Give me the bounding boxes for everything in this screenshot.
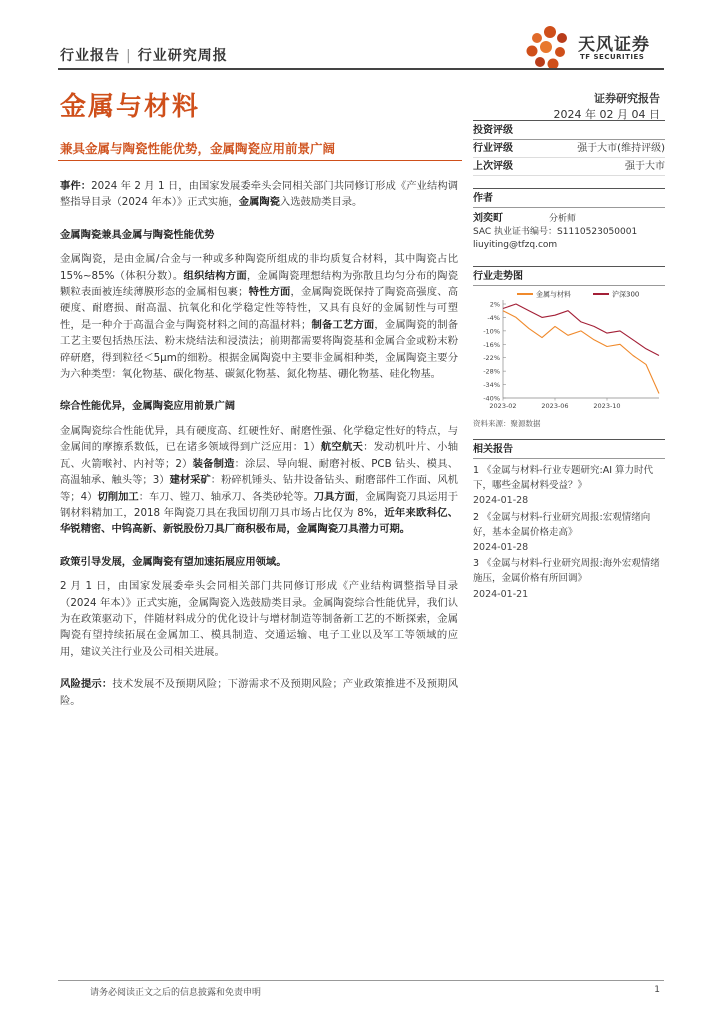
text-run: 金属陶瓷，是由金属/合金与一种或多种陶瓷所组成的非均质复合材料，其中陶瓷占比 15%~85%（体积分数）。 xyxy=(60,253,458,282)
risk-text: 技术发展不及预期风险；下游需求不及预期风险；产业政策推进不及预期风险。 xyxy=(60,678,459,707)
event-text: 2024 年 2 月 1 日，由国家发展委牵头会同相关部门共同修订形成《产业结构调整指导目录（2024 年本）》正式实施， xyxy=(60,180,459,209)
bold-run: 建材采矿 xyxy=(169,474,211,487)
page-number: 1 xyxy=(654,985,660,995)
trend-block xyxy=(473,266,665,429)
chart-source: 资料来源：聚源数据 xyxy=(473,419,541,428)
text-run: ，金属陶瓷刀具运用于钢材料精加工，2018 年陶瓷刀具在我国切削刀具市场占比仅为 8%， xyxy=(60,490,459,519)
related-date: 2024-01-28 xyxy=(473,542,529,554)
rating-heading: 投资评级 xyxy=(473,121,665,140)
logo-icon xyxy=(520,22,576,74)
related-title[interactable]: 2 《金属与材料-行业研究周报:宏观情绪向好，基本金属价格走高》 xyxy=(473,511,651,538)
event-text-end: 入选鼓励类目录。 xyxy=(279,196,363,209)
text-run: ：涂层、导向辊、耐磨衬板、PCB 钻头、模具、高温轴承、触头等；3） xyxy=(60,457,458,487)
related-title[interactable]: 1 《金属与材料-行业专题研究:AI 算力时代下，哪些金属材料受益？》 xyxy=(473,465,654,492)
text-run: ，金属陶瓷既保持了陶瓷高强度、高硬度、耐磨损、耐高温、抗氧化和化学稳定性等特性，又具有良好的金属韧性与可塑性，是一种介于高温合金与陶瓷材料之间的高温材料； xyxy=(60,286,459,331)
logo-name-cn: 天风证券 xyxy=(578,35,650,55)
category-label: 行业报告 xyxy=(60,48,120,64)
sidebar xyxy=(473,120,665,603)
y-tick-label: -28% xyxy=(483,367,500,376)
y-tick-label: -16% xyxy=(483,340,500,349)
rating-row xyxy=(473,158,665,176)
rating-key: 行业评级 xyxy=(473,143,513,154)
author-license: SAC 执业证书编号：S1110523050001 xyxy=(473,227,638,237)
event-label: 事件： xyxy=(60,180,92,192)
rating-row xyxy=(473,140,665,158)
main-content xyxy=(60,178,458,725)
bold-run: 装备制造 xyxy=(192,457,235,470)
y-tick-label: -22% xyxy=(483,354,500,363)
section-heading-1: 金属陶瓷兼具金属与陶瓷性能优势 xyxy=(60,228,215,241)
y-tick-label: -34% xyxy=(483,381,500,390)
section-3-paragraph: 2 月 1 日，由国家发展委牵头会同相关部门共同修订形成《产业结构调整指导目录（2024 年本）》正式实施，金属陶瓷入选鼓励类目录。金属陶瓷综合性能优异，我们认为在政策驱动下，伴随材料成分的优化设计与增材制造等制备新工艺的不断探索，金属陶瓷有望持续拓展在金属加工、模具制造、交通运输、电子工业以及军工等领域的应用，建议关注行业及公司相关进展。 xyxy=(60,580,458,658)
author-block xyxy=(473,188,665,252)
bold-run: 刀具方面 xyxy=(313,490,356,503)
company-logo xyxy=(520,22,670,74)
bold-run: 近年来欧科亿、华锐精密、中钨高新、新锐股份刀具厂商积极布局，金属陶瓷刀具潜力可期。 xyxy=(60,506,458,536)
legend-label: 沪深300 xyxy=(612,290,640,299)
series-line-csi300 xyxy=(503,304,659,356)
category-separator: | xyxy=(126,48,132,64)
x-tick-label: 2023-06 xyxy=(541,402,569,410)
y-tick-label: -4% xyxy=(487,313,500,322)
page-title: 金属与材料 xyxy=(60,92,201,122)
subcategory-label: 行业研究周报 xyxy=(137,48,228,64)
footer-disclaimer[interactable]: 请务必阅读正文之后的信息披露和免责申明 xyxy=(90,988,262,998)
bold-run: 切削加工 xyxy=(97,490,139,503)
event-highlight: 金属陶瓷 xyxy=(238,196,280,209)
author-heading: 作者 xyxy=(473,189,665,208)
section-heading-3: 政策引导发展，金属陶瓷有望加速拓展应用领域。 xyxy=(60,555,287,568)
bold-run: 制备工艺方面 xyxy=(311,318,375,331)
y-tick-label: -40% xyxy=(483,394,500,403)
bold-run: 特性方面 xyxy=(248,286,291,299)
footer-divider xyxy=(58,980,664,981)
related-item[interactable] xyxy=(473,556,665,602)
bold-run: 组织结构方面 xyxy=(183,269,247,282)
trend-chart-svg xyxy=(473,286,665,416)
author-info xyxy=(473,212,665,252)
rating-value: 强于大市 xyxy=(625,161,665,172)
related-item[interactable] xyxy=(473,463,665,509)
rating-value: 强于大市(维持评级) xyxy=(577,143,665,154)
section-1-paragraph xyxy=(60,251,458,382)
author-role: 分析师 xyxy=(549,214,577,224)
trend-chart xyxy=(473,286,665,416)
report-headline: 兼具金属与陶瓷性能优势，金属陶瓷应用前景广阔 xyxy=(60,141,336,156)
series-line-metals xyxy=(503,311,659,394)
report-category xyxy=(60,45,228,65)
text-run: ：车刀、镗刀、轴承刀、各类砂轮等。 xyxy=(138,490,314,503)
rating-table xyxy=(473,120,665,176)
related-title[interactable]: 3 《金属与材料-行业研究周报:海外宏观情绪施压，金属价格有所回调》 xyxy=(473,558,660,585)
related-heading: 相关报告 xyxy=(473,440,665,459)
author-email[interactable]: liuyiting@tfzq.com xyxy=(473,240,558,250)
section-2-paragraph xyxy=(60,423,458,538)
related-list xyxy=(473,463,665,602)
header-divider xyxy=(58,68,664,70)
legend-label: 金属与材料 xyxy=(536,290,571,299)
risk-paragraph xyxy=(60,676,458,709)
report-type: 证券研究报告 xyxy=(594,92,660,105)
related-item[interactable] xyxy=(473,510,665,556)
y-tick-label: 2% xyxy=(489,300,500,309)
text-run: ，金属陶瓷理想结构为弥散且均匀分布的陶瓷颗粒表面被连续薄膜形态的金属相包裹； xyxy=(60,269,458,299)
trend-heading: 行业走势图 xyxy=(473,267,665,286)
report-date: 2024 年 02 月 04 日 xyxy=(553,108,660,121)
headline-divider xyxy=(58,160,462,161)
section-heading-2: 综合性能优异，金属陶瓷应用前景广阔 xyxy=(60,400,236,413)
author-name: 刘奕町 xyxy=(473,213,503,224)
rating-key: 上次评级 xyxy=(473,161,513,172)
x-tick-label: 2023-02 xyxy=(489,402,517,410)
x-tick-label: 2023-10 xyxy=(593,402,621,410)
event-paragraph xyxy=(60,178,458,211)
related-block xyxy=(473,439,665,602)
bold-run: 航空航天 xyxy=(320,441,364,454)
text-run: ：粉碎机锤头、钻井设备钻头、耐磨部件工作面、风机等；4） xyxy=(60,474,459,503)
text-run: ：发动机叶片、小轴瓦、火箭喉衬、内衬等；2） xyxy=(60,441,459,470)
related-date: 2024-01-21 xyxy=(473,588,529,600)
risk-label: 风险提示： xyxy=(60,678,113,691)
text-run: ，金属陶瓷的制备工艺主要包括热压法、粉末烧结法和浸渍法；前期都需要将陶瓷基和金属合金或粉末粉碎研磨，得到粒径＜5μm的细粉。根据金属陶瓷中主要非金属相种类，金属陶瓷主要分为六种类型：氧化物基、碳化物基、碳氮化物基、氮化物基、硼化物基、硅化物基。 xyxy=(60,318,459,381)
related-date: 2024-01-28 xyxy=(473,495,529,507)
logo-name-en: TF SECURITIES xyxy=(580,53,645,61)
text-run: 金属陶瓷综合性能优异，具有硬度高、红硬性好、耐磨性强、化学稳定性好的特点，与金属间的摩擦系数低，已在诸多领域得到广泛应用：1） xyxy=(60,424,458,454)
y-tick-label: -10% xyxy=(483,327,500,336)
